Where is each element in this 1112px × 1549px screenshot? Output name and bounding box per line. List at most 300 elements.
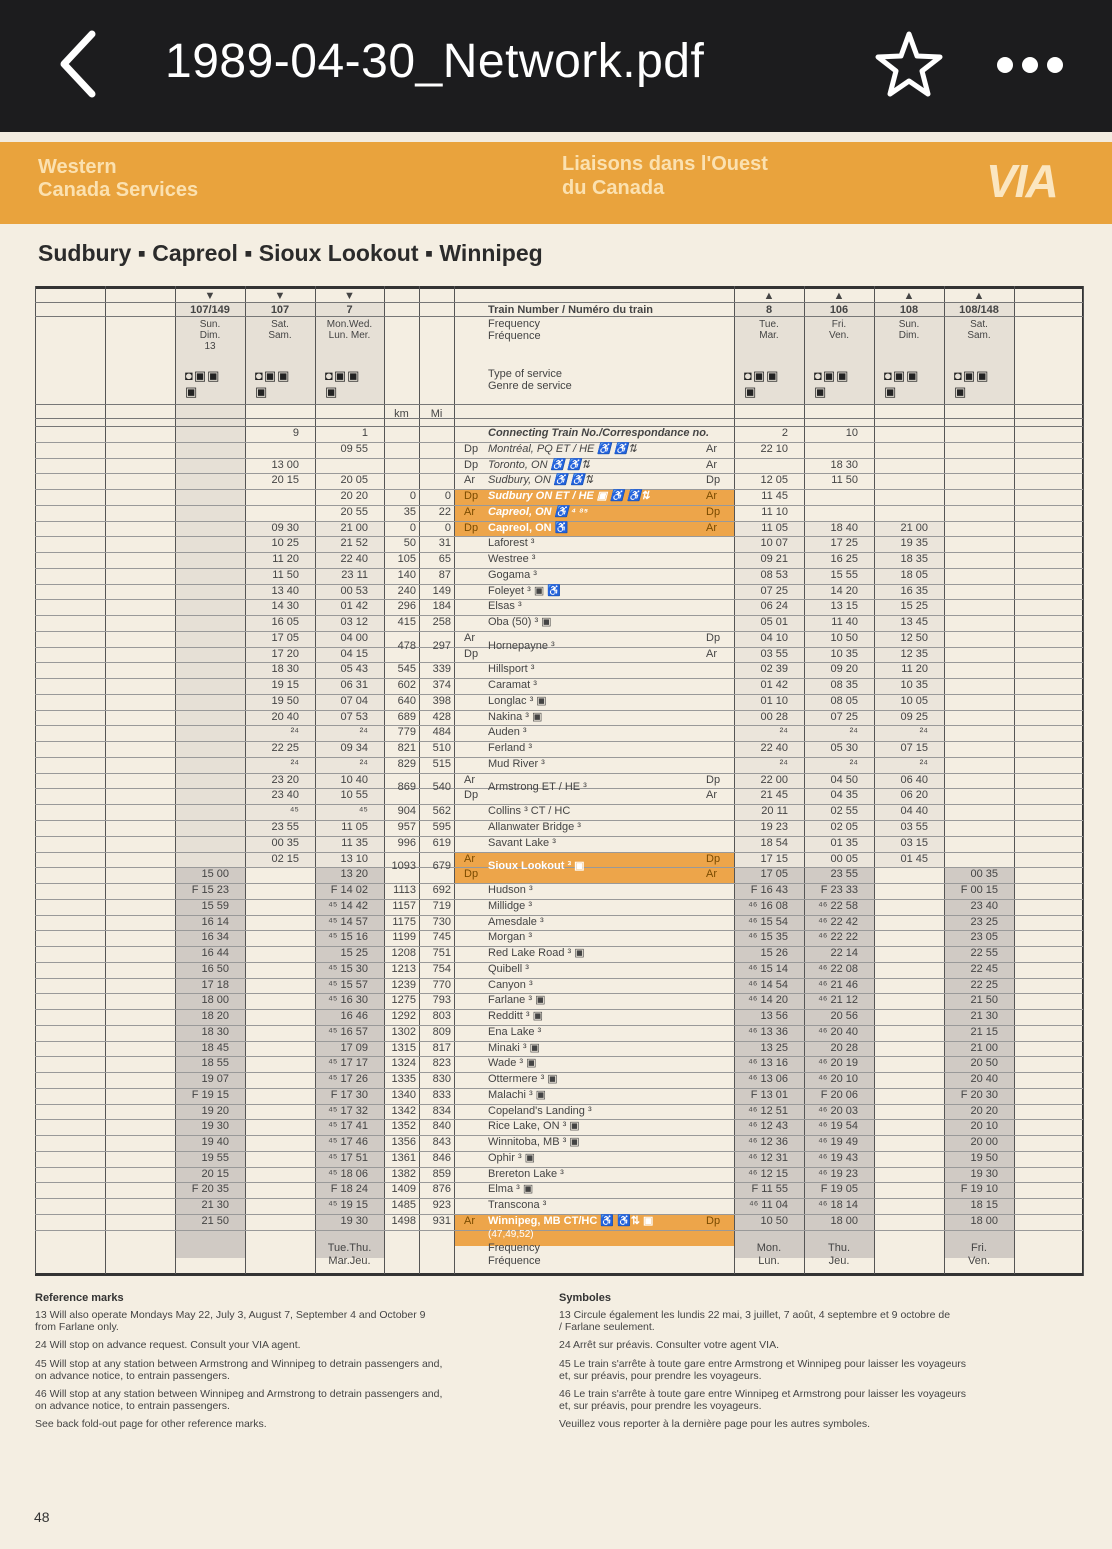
time-cell: 18 05 [900, 568, 928, 581]
service-type-icons [884, 368, 919, 400]
time-cell: ⁴⁵ 17 41 [328, 1120, 368, 1133]
time-cell: 23 55 [271, 821, 299, 833]
distance-cell: 1208 [391, 947, 416, 960]
train-frequency: Sat. [970, 319, 988, 330]
distance-cell: 619 [432, 836, 451, 849]
distance-cell: 258 [432, 616, 451, 629]
train-frequency: Fri. [831, 319, 847, 330]
title-bar [0, 0, 1112, 132]
reference-note-fr: Veuillez vous reporter à la dernière page pour les autres symboles. [559, 1418, 871, 1430]
time-cell: 19 55 [201, 1151, 229, 1164]
distance-cell: 730 [432, 915, 451, 928]
station-name: Sioux Lookout ³ ▣ [488, 860, 585, 873]
train-number: 7 [346, 304, 353, 316]
time-cell: 13 10 [340, 852, 368, 865]
time-cell: 01 45 [900, 852, 928, 865]
row-rule [35, 1230, 1083, 1231]
time-cell: 09 25 [900, 710, 928, 723]
distance-cell: 745 [432, 931, 451, 944]
time-cell: 11 40 [831, 616, 858, 629]
distance-cell: 1239 [391, 978, 416, 991]
distance-cell: 1157 [392, 899, 416, 912]
time-cell: 00 05 [830, 852, 858, 865]
station-name: Foleyet ³ ▣ ♿ [488, 584, 561, 597]
sleeper-icon: ▣ [766, 368, 780, 383]
time-cell: ⁴⁶ 20 03 [818, 1104, 858, 1117]
train-number: 8 [765, 304, 773, 316]
time-cell: 20 40 [271, 710, 299, 723]
distance-cell: 923 [432, 1199, 451, 1212]
time-cell: 11 20 [272, 553, 299, 566]
station-name: Elsas ³ [488, 600, 522, 613]
time-cell: 23 05 [970, 931, 998, 944]
station-name: Hornepayne ³ [488, 639, 555, 652]
time-cell: ⁴⁶ 22 42 [818, 915, 858, 928]
time-cell: F 14 02 [330, 884, 368, 897]
station-name: Elma ³ ▣ [488, 1183, 534, 1196]
time-cell: ⁴⁶ 18 14 [818, 1199, 858, 1212]
time-cell: 22 55 [970, 947, 998, 960]
time-cell: ⁴⁶ 15 54 [748, 915, 788, 928]
station-name: Hudson ³ [488, 884, 533, 897]
distance-cell: 374 [432, 679, 451, 692]
time-cell: 11 05 [761, 521, 788, 534]
distance-cell: 22 [438, 505, 451, 518]
distance-cell: 296 [397, 600, 416, 613]
dining-icon: ▣ [263, 368, 278, 383]
train-frequency: Lun. Mer. [328, 330, 371, 341]
direction-arrow-icon: ▲ [763, 290, 775, 302]
time-cell: ⁴⁶ 15 35 [748, 931, 788, 944]
time-cell: ⁴⁵ [358, 805, 368, 818]
distance-cell: 428 [432, 710, 451, 723]
time-cell: 10 50 [760, 1215, 788, 1227]
time-cell: 20 00 [970, 1136, 998, 1149]
service-type-icons [255, 368, 290, 400]
coach-icon: ◘ [884, 368, 893, 383]
distance-cell: 65 [438, 553, 451, 566]
time-cell: 01 42 [340, 600, 368, 613]
via-logo: VIA [986, 155, 1057, 207]
train-frequency: Mon.Wed. [326, 319, 373, 330]
station-name: Wade ³ ▣ [488, 1057, 537, 1070]
service-type-icons [814, 368, 849, 400]
station-name: Savant Lake ³ [488, 836, 556, 849]
distance-cell: 719 [432, 899, 451, 912]
distance-cell: 692 [432, 884, 451, 897]
column-rule [1014, 286, 1015, 1276]
time-cell: F 20 06 [820, 1088, 858, 1101]
footer-frequency: Mon. Lun. [756, 1241, 782, 1267]
dining-icon: ▣ [193, 368, 208, 383]
arr-dep-left: Dp [464, 647, 479, 660]
time-cell: ²⁴ [849, 726, 858, 739]
time-cell: ⁴⁵ 15 30 [328, 962, 368, 975]
time-cell: 15 55 [830, 568, 858, 581]
time-cell: 10 35 [900, 679, 928, 692]
arr-dep-left: Ar [464, 474, 475, 487]
station-name: Red Lake Road ³ ▣ [488, 947, 585, 960]
baggage-icon: ▣ [954, 384, 968, 399]
dining-icon: ▣ [962, 368, 977, 383]
distance-cell: 821 [397, 742, 416, 755]
time-cell: 19 50 [970, 1151, 998, 1164]
arr-dep-right: Ar [706, 442, 717, 455]
time-cell: ⁴⁶ 20 10 [818, 1073, 858, 1086]
distance-cell: 834 [432, 1104, 451, 1117]
time-cell: ⁴⁵ 16 30 [328, 994, 368, 1007]
reference-notes [35, 1292, 1095, 1452]
time-cell: 07 25 [760, 584, 788, 597]
time-cell: 20 15 [271, 474, 299, 487]
distance-cell: 1335 [391, 1073, 416, 1086]
time-cell: 21 52 [340, 537, 368, 550]
station-name: Collins ³ CT / HC [488, 805, 571, 818]
train-number: 108 [899, 304, 919, 316]
service-type-icons [744, 368, 779, 400]
distance-cell: 510 [432, 742, 451, 755]
time-cell: 15 26 [760, 947, 788, 960]
time-cell: 18 00 [201, 994, 229, 1007]
time-cell: F 15 23 [191, 884, 229, 897]
time-cell: 2 [781, 427, 788, 439]
time-cell: 10 25 [271, 537, 299, 550]
time-cell: ⁴⁶ 12 15 [748, 1167, 788, 1180]
distance-cell: 830 [432, 1073, 451, 1086]
time-cell: 16 34 [201, 931, 229, 944]
time-cell: 21 00 [340, 521, 368, 534]
time-cell: 11 05 [341, 821, 368, 833]
time-cell: 00 35 [970, 868, 998, 881]
arr-dep-left: Ar [464, 852, 475, 865]
time-cell: 21 00 [970, 1041, 998, 1054]
distance-cell: 545 [397, 663, 416, 676]
station-name: Connecting Train No./Correspondance no. [488, 427, 710, 439]
footer-rule [35, 1274, 1083, 1276]
time-cell: ²⁴ [849, 757, 858, 770]
station-name: Nakina ³ ▣ [488, 710, 543, 723]
time-cell: F 11 55 [751, 1183, 788, 1196]
time-cell: ⁴⁶ 14 20 [748, 994, 788, 1007]
time-cell: 18 15 [970, 1199, 998, 1212]
distance-cell: 35 [403, 505, 416, 518]
station-name: Hillsport ³ [488, 663, 535, 676]
station-name: Oba (50) ³ ▣ [488, 616, 552, 629]
time-cell: 21 30 [201, 1199, 229, 1212]
distance-cell: 1356 [391, 1136, 416, 1149]
service-type-icons [954, 368, 989, 400]
train-frequency: Sam. [967, 330, 991, 341]
time-cell: 22 25 [970, 978, 998, 991]
distance-cell: 105 [397, 553, 416, 566]
time-cell: ⁴⁶ 21 12 [818, 994, 858, 1007]
time-cell: ⁴⁶ 22 58 [818, 899, 858, 912]
time-cell: ⁴⁵ 17 51 [328, 1151, 368, 1164]
arr-dep-right: Ar [706, 490, 717, 503]
arr-dep-right: Dp [706, 631, 721, 644]
time-cell: F 16 43 [750, 884, 788, 897]
time-cell: 08 35 [830, 679, 858, 692]
time-cell: 11 10 [761, 505, 788, 518]
time-cell: 19 23 [760, 821, 788, 833]
time-cell: 10 [845, 427, 858, 439]
time-cell: 18 54 [760, 836, 788, 849]
time-cell: ⁴⁵ 18 06 [328, 1167, 368, 1180]
time-cell: 06 40 [900, 773, 928, 786]
arr-dep-right: Dp [706, 505, 721, 518]
time-cell: ⁴⁵ 17 17 [328, 1057, 368, 1070]
station-name: Toronto, ON ♿ ♿⇅ [488, 458, 591, 471]
time-cell: 06 20 [900, 789, 928, 802]
frequency-label-fr: Fréquence [488, 330, 541, 342]
distance-cell: 31 [438, 537, 451, 550]
time-cell: 17 25 [830, 537, 858, 550]
time-cell: 23 40 [271, 789, 299, 802]
time-cell: 02 39 [760, 663, 788, 676]
arr-dep-left: Ar [464, 631, 475, 644]
arr-dep-right: Dp [706, 852, 721, 865]
arr-dep-left: Dp [464, 442, 479, 455]
station-name: Gogama ³ [488, 568, 537, 581]
distance-cell: 1199 [392, 931, 416, 944]
coach-icon: ◘ [185, 368, 194, 383]
time-cell: 22 45 [970, 962, 998, 975]
time-cell: ⁴⁶ 13 36 [748, 1025, 788, 1038]
time-cell: 23 25 [970, 915, 998, 928]
column-rule [454, 286, 455, 1276]
time-cell: 17 05 [760, 868, 788, 881]
distance-cell: 770 [432, 978, 451, 991]
time-cell: 17 18 [201, 978, 229, 991]
distance-cell: 846 [432, 1151, 451, 1164]
banner-english: Western Canada Services [38, 156, 199, 201]
station-name: Copeland's Landing ³ [488, 1104, 592, 1117]
sleeper-icon: ▣ [976, 368, 990, 383]
time-cell: 23 11 [341, 568, 368, 581]
chevron-left-icon[interactable] [56, 30, 104, 98]
time-cell: ⁴⁶ 11 04 [748, 1199, 788, 1212]
column-rule [105, 286, 106, 1276]
arr-dep-left: Ar [464, 773, 475, 786]
time-cell: ⁴⁵ 17 46 [328, 1136, 368, 1149]
arr-dep-right: Ar [706, 647, 717, 660]
time-cell: 05 30 [830, 742, 858, 755]
station-name: Longlac ³ ▣ [488, 694, 547, 707]
distance-cell: 140 [397, 568, 416, 581]
train-frequency: Sam. [268, 330, 292, 341]
time-cell: F 19 15 [191, 1088, 229, 1101]
distance-cell: 996 [397, 836, 416, 849]
distance-cell: 840 [432, 1120, 451, 1133]
distance-cell: 809 [432, 1025, 451, 1038]
distance-cell: 339 [432, 663, 451, 676]
distance-cell: 1292 [391, 1010, 416, 1023]
time-cell: 13 25 [760, 1041, 788, 1054]
distance-cell: 1175 [392, 915, 416, 928]
time-cell: 21 50 [970, 994, 998, 1007]
train-frequency: Ven. [828, 330, 850, 341]
time-cell: 23 20 [271, 773, 299, 786]
reference-note-en: See back fold-out page for other reference marks. [35, 1418, 267, 1430]
time-cell: ²⁴ [290, 757, 299, 770]
time-cell: 10 07 [760, 537, 788, 550]
time-cell: 19 30 [970, 1167, 998, 1180]
train-frequency: 13 [204, 341, 216, 352]
distance-cell: 876 [432, 1183, 451, 1196]
distance-cell: 184 [432, 600, 451, 613]
dining-icon: ▣ [892, 368, 907, 383]
distance-cell: 779 [397, 726, 416, 739]
time-cell: ⁴⁶ 20 19 [818, 1057, 858, 1070]
time-cell: 10 55 [340, 789, 368, 802]
station-name: Armstrong ET / HE ³ [488, 781, 587, 794]
timetable [35, 286, 1085, 1417]
time-cell: 19 20 [201, 1104, 229, 1117]
time-cell: ²⁴ [359, 757, 368, 770]
time-cell: F 00 15 [960, 884, 998, 897]
time-cell: 18 30 [271, 663, 299, 676]
station-name: Mud River ³ [488, 757, 545, 770]
service-type-icons [185, 368, 220, 400]
time-cell: 04 10 [760, 631, 788, 644]
time-cell: F 19 10 [960, 1183, 998, 1196]
time-cell: 23 55 [830, 868, 858, 881]
distance-cell: 1324 [391, 1057, 416, 1070]
mi-header: Mi [430, 408, 443, 420]
time-cell: 20 55 [340, 505, 368, 518]
via-banner [0, 142, 1112, 224]
time-cell: 19 50 [271, 694, 299, 707]
time-cell: 19 30 [340, 1215, 368, 1227]
page-number: 48 [34, 1509, 50, 1525]
distance-cell: 398 [432, 694, 451, 707]
time-cell: 16 44 [201, 947, 229, 960]
direction-arrow-icon: ▲ [833, 290, 845, 302]
station-name: Ottermere ³ ▣ [488, 1073, 558, 1086]
time-cell: 20 20 [970, 1104, 998, 1117]
time-cell: 04 35 [830, 789, 858, 802]
time-cell: F 17 30 [330, 1088, 368, 1101]
time-cell: 20 56 [830, 1010, 858, 1023]
distance-cell: 679 [432, 860, 451, 873]
distance-cell: 478 [397, 639, 416, 652]
footer-frequency-label: Frequency Fréquence [488, 1241, 541, 1267]
time-cell: 20 15 [201, 1167, 229, 1180]
baggage-icon: ▣ [255, 384, 269, 399]
arr-dep-right: Ar [706, 521, 717, 534]
time-cell: 02 15 [271, 852, 299, 865]
station-name: Transcona ³ [488, 1199, 547, 1212]
time-cell: 08 53 [760, 568, 788, 581]
time-cell: 11 50 [272, 568, 299, 581]
distance-cell: 793 [432, 994, 451, 1007]
station-name: Millidge ³ [488, 899, 533, 912]
arr-dep-right: Ar [706, 868, 717, 881]
distance-cell: 515 [432, 757, 451, 770]
station-name: Rice Lake, ON ³ ▣ [488, 1120, 580, 1133]
distance-cell: 240 [397, 584, 416, 597]
time-cell: 03 55 [760, 647, 788, 660]
time-cell: 10 50 [830, 631, 858, 644]
arr-dep-left: Dp [464, 490, 479, 503]
train-frequency: Dim. [898, 330, 920, 341]
sleeper-icon: ▣ [277, 368, 291, 383]
time-cell: 20 28 [830, 1041, 858, 1054]
time-cell: 20 50 [970, 1057, 998, 1070]
time-cell: 21 30 [970, 1010, 998, 1023]
station-name: Morgan ³ [488, 931, 533, 944]
time-cell: 13 45 [900, 616, 928, 629]
distance-cell: 1342 [391, 1104, 416, 1117]
distance-cell: 0 [409, 521, 416, 534]
distance-cell: 843 [432, 1136, 451, 1149]
time-cell: 22 10 [760, 442, 788, 455]
arr-dep-left: Dp [464, 458, 479, 471]
distance-cell: 869 [397, 781, 416, 794]
station-name: Canyon ³ [488, 978, 533, 991]
winnipeg-subnote: (47,49,52) [488, 1228, 534, 1240]
distance-cell: 931 [432, 1215, 451, 1227]
distance-cell: 595 [432, 821, 451, 833]
coach-icon: ◘ [744, 368, 753, 383]
distance-cell: 833 [432, 1088, 451, 1101]
sleeper-icon: ▣ [207, 368, 221, 383]
time-cell: 20 11 [761, 805, 788, 818]
star-icon[interactable] [874, 30, 944, 100]
time-cell: 13 20 [340, 868, 368, 881]
time-cell: 16 14 [201, 915, 229, 928]
arr-dep-right: Ar [706, 458, 717, 471]
direction-arrow-icon: ▲ [903, 290, 915, 302]
direction-arrow-icon: ▲ [973, 290, 985, 302]
time-cell: ²⁴ [779, 757, 788, 770]
time-cell: F 23 33 [820, 884, 858, 897]
time-cell: ⁴⁶ 19 54 [818, 1120, 858, 1133]
more-dots-icon[interactable] [995, 52, 1065, 78]
distance-cell: 1275 [391, 994, 416, 1007]
time-cell: 16 05 [271, 616, 299, 629]
train-number: 106 [829, 304, 849, 316]
reference-note-en: 46 Will stop at any station between Winnipeg and Armstrong to detrain passengers and, on advance notice, to entrain passengers. [35, 1388, 443, 1412]
column-rule [1083, 286, 1084, 1276]
time-cell: 16 50 [201, 962, 229, 975]
time-cell: 21 15 [970, 1025, 998, 1038]
station-name: Laforest ³ [488, 537, 535, 550]
time-cell: ⁴⁶ 22 08 [818, 962, 858, 975]
distance-cell: 1093 [391, 860, 416, 873]
coach-icon: ◘ [325, 368, 334, 383]
time-cell: 02 55 [830, 805, 858, 818]
sleeper-icon: ▣ [347, 368, 361, 383]
reference-note-fr: 13 Circule également les lundis 22 mai, 3 juillet, 7 août, 4 septembre et 9 octobre de / Farlane seulement. [559, 1309, 951, 1333]
train-frequency: Sun. [898, 319, 920, 330]
station-name: Brereton Lake ³ [488, 1167, 564, 1180]
dining-icon: ▣ [333, 368, 348, 383]
distance-cell: 602 [397, 679, 416, 692]
arr-dep-right: Dp [706, 474, 721, 487]
train-number-label: Train Number / Numéro du train [488, 304, 654, 316]
footer-frequency: Tue.Thu. Mar.Jeu. [327, 1241, 372, 1267]
distance-cell: 751 [432, 947, 451, 960]
direction-arrow-icon: ▼ [204, 290, 216, 302]
distance-cell: 1382 [391, 1167, 416, 1180]
time-cell: F 13 01 [750, 1088, 788, 1101]
time-cell: ²⁴ [359, 726, 368, 739]
time-cell: 20 40 [970, 1073, 998, 1086]
time-cell: 09 55 [340, 442, 368, 455]
banner-french: Liaisons dans l'Ouest du Canada [562, 153, 768, 199]
header-rule [35, 404, 1083, 405]
